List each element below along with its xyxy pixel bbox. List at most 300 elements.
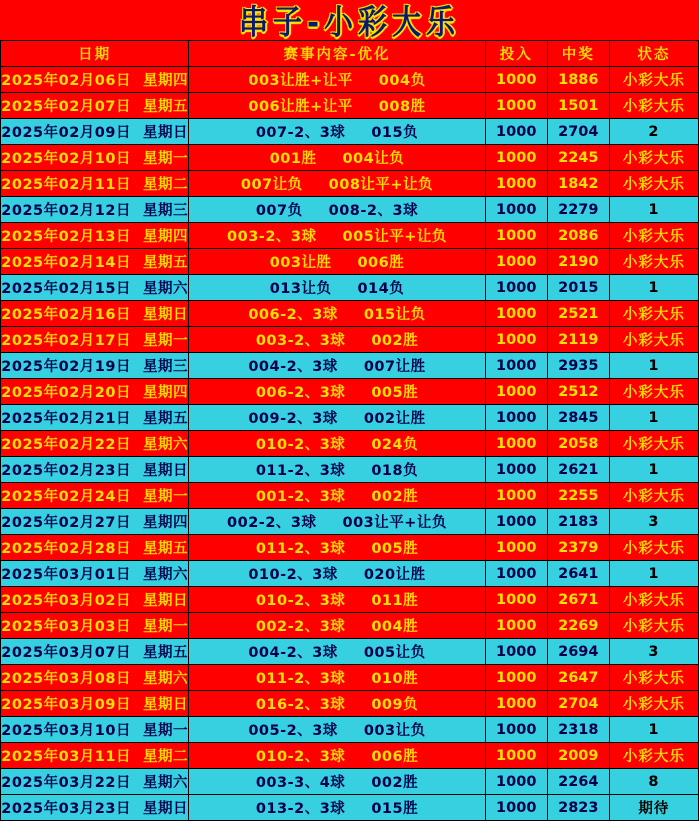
date-value: 2025年02月17日 — [1, 333, 131, 349]
weekday-value: 星期六 — [142, 775, 188, 791]
table-header — [1, 41, 699, 67]
cell-win: 2694 — [547, 639, 609, 665]
cell-state: 小彩大乐 — [609, 93, 698, 119]
weekday-value: 星期日 — [142, 801, 188, 817]
cell-date — [1, 145, 189, 171]
table-row[interactable] — [1, 275, 699, 301]
pick-two: 006胜 — [371, 749, 419, 765]
cell-content — [189, 275, 485, 301]
date-value: 2025年03月02日 — [1, 593, 131, 609]
cell-content — [189, 509, 485, 535]
cell-win: 2704 — [547, 119, 609, 145]
pick-two: 015负 — [371, 125, 419, 141]
cell-state: 小彩大乐 — [609, 249, 698, 275]
cell-date — [1, 457, 189, 483]
weekday-value: 星期日 — [142, 697, 188, 713]
pick-two: 008-2、3球 — [328, 203, 419, 219]
pick-one: 002-2、3球 — [227, 515, 317, 531]
pick-one: 007负 — [255, 203, 303, 219]
pick-one: 003让胜+让平 — [248, 73, 353, 89]
cell-content — [189, 691, 485, 717]
weekday-value: 星期二 — [142, 177, 188, 193]
table-row[interactable] — [1, 691, 699, 717]
weekday-value: 星期四 — [142, 515, 188, 531]
table-row[interactable] — [1, 171, 699, 197]
cell-date — [1, 353, 189, 379]
pick-one: 007让负 — [240, 177, 303, 193]
cell-state: 1 — [609, 717, 698, 743]
cell-content — [189, 457, 485, 483]
weekday-value: 星期六 — [142, 281, 188, 297]
date-value: 2025年02月27日 — [1, 515, 131, 531]
cell-stake: 1000 — [485, 691, 547, 717]
cell-win: 2058 — [547, 431, 609, 457]
weekday-value: 星期五 — [142, 645, 188, 661]
cell-win: 2647 — [547, 665, 609, 691]
column-header-state: 状态 — [609, 41, 698, 67]
weekday-value: 星期四 — [142, 229, 188, 245]
weekday-value: 星期三 — [142, 203, 188, 219]
table-row[interactable] — [1, 353, 699, 379]
cell-content — [189, 431, 485, 457]
pick-two: 002胜 — [371, 333, 419, 349]
cell-state: 小彩大乐 — [609, 613, 698, 639]
table-row[interactable] — [1, 119, 699, 145]
table-row[interactable] — [1, 587, 699, 613]
cell-date — [1, 535, 189, 561]
cell-state: 1 — [609, 197, 698, 223]
cell-stake: 1000 — [485, 639, 547, 665]
weekday-value: 星期五 — [142, 255, 188, 271]
pick-one: 010-2、3球 — [255, 437, 346, 453]
date-value: 2025年02月24日 — [1, 489, 131, 505]
cell-state: 3 — [609, 509, 698, 535]
table-row[interactable] — [1, 613, 699, 639]
date-value: 2025年03月03日 — [1, 619, 131, 635]
cell-content — [189, 301, 485, 327]
table-row[interactable] — [1, 769, 699, 795]
cell-win: 2823 — [547, 795, 609, 821]
pick-two: 007让胜 — [363, 359, 426, 375]
cell-win: 2512 — [547, 379, 609, 405]
cell-stake: 1000 — [485, 275, 547, 301]
cell-content — [189, 353, 485, 379]
banner-title: 串子-小彩大乐 — [238, 2, 461, 42]
date-value: 2025年03月08日 — [1, 671, 131, 687]
cell-date — [1, 561, 189, 587]
pick-one: 007-2、3球 — [255, 125, 346, 141]
table-row[interactable] — [1, 457, 699, 483]
pick-two: 008胜 — [378, 99, 426, 115]
date-value: 2025年02月23日 — [1, 463, 131, 479]
pick-two: 002胜 — [371, 489, 419, 505]
cell-state: 小彩大乐 — [609, 665, 698, 691]
pick-two: 004负 — [378, 73, 426, 89]
pick-one: 005-2、3球 — [248, 723, 338, 739]
cell-stake: 1000 — [485, 145, 547, 171]
pick-one: 011-2、3球 — [255, 541, 346, 557]
cell-stake: 1000 — [485, 197, 547, 223]
weekday-value: 星期六 — [142, 437, 188, 453]
cell-win: 2318 — [547, 717, 609, 743]
pick-two: 003让负 — [363, 723, 426, 739]
table-row[interactable] — [1, 795, 699, 821]
cell-stake: 1000 — [485, 587, 547, 613]
cell-stake: 1000 — [485, 67, 547, 93]
cell-content — [189, 587, 485, 613]
cell-content — [189, 67, 485, 93]
date-value: 2025年02月13日 — [1, 229, 131, 245]
cell-state: 小彩大乐 — [609, 691, 698, 717]
cell-stake: 1000 — [485, 665, 547, 691]
cell-date — [1, 769, 189, 795]
pick-one: 003-2、3球 — [227, 229, 317, 245]
cell-state: 期待 — [609, 795, 698, 821]
cell-date — [1, 405, 189, 431]
table-row[interactable] — [1, 561, 699, 587]
pick-two: 006胜 — [357, 255, 405, 271]
cell-stake: 1000 — [485, 717, 547, 743]
cell-win: 2119 — [547, 327, 609, 353]
cell-stake: 1000 — [485, 431, 547, 457]
cell-date — [1, 67, 189, 93]
cell-content — [189, 119, 485, 145]
table-row[interactable] — [1, 145, 699, 171]
cell-state: 1 — [609, 561, 698, 587]
cell-date — [1, 613, 189, 639]
pick-two: 005胜 — [371, 541, 419, 557]
date-value: 2025年02月09日 — [1, 125, 131, 141]
cell-stake: 1000 — [485, 171, 547, 197]
pick-two: 018负 — [371, 463, 419, 479]
date-value: 2025年02月15日 — [1, 281, 131, 297]
cell-stake: 1000 — [485, 743, 547, 769]
cell-stake: 1000 — [485, 457, 547, 483]
cell-state: 1 — [609, 457, 698, 483]
cell-state: 2 — [609, 119, 698, 145]
date-value: 2025年02月14日 — [1, 255, 131, 271]
date-value: 2025年02月21日 — [1, 411, 131, 427]
table-row[interactable] — [1, 743, 699, 769]
cell-date — [1, 665, 189, 691]
date-value: 2025年02月06日 — [1, 73, 131, 89]
cell-date — [1, 587, 189, 613]
cell-state: 小彩大乐 — [609, 327, 698, 353]
cell-date — [1, 197, 189, 223]
cell-content — [189, 613, 485, 639]
table-row[interactable] — [1, 379, 699, 405]
pick-two: 002让胜 — [363, 411, 426, 427]
cell-stake: 1000 — [485, 535, 547, 561]
date-value: 2025年02月12日 — [1, 203, 131, 219]
cell-state: 小彩大乐 — [609, 587, 698, 613]
date-value: 2025年03月09日 — [1, 697, 131, 713]
cell-content — [189, 93, 485, 119]
pick-two: 010胜 — [371, 671, 419, 687]
cell-stake: 1000 — [485, 93, 547, 119]
cell-win: 2086 — [547, 223, 609, 249]
weekday-value: 星期五 — [142, 541, 188, 557]
date-value: 2025年02月22日 — [1, 437, 131, 453]
cell-win: 2641 — [547, 561, 609, 587]
weekday-value: 星期三 — [142, 359, 188, 375]
cell-win: 2521 — [547, 301, 609, 327]
cell-stake: 1000 — [485, 353, 547, 379]
weekday-value: 星期五 — [142, 99, 188, 115]
cell-state: 小彩大乐 — [609, 483, 698, 509]
date-value: 2025年03月22日 — [1, 775, 131, 791]
cell-content — [189, 197, 485, 223]
pick-one: 010-2、3球 — [248, 567, 338, 583]
cell-date — [1, 275, 189, 301]
pick-one: 006让胜+让平 — [248, 99, 353, 115]
pick-one: 006-2、3球 — [248, 307, 338, 323]
cell-date — [1, 509, 189, 535]
cell-content — [189, 535, 485, 561]
cell-stake: 1000 — [485, 769, 547, 795]
date-value: 2025年02月19日 — [1, 359, 131, 375]
cell-date — [1, 249, 189, 275]
table-row[interactable] — [1, 639, 699, 665]
cell-state: 3 — [609, 639, 698, 665]
cell-date — [1, 795, 189, 821]
cell-content — [189, 171, 485, 197]
pick-one: 004-2、3球 — [248, 359, 338, 375]
date-value: 2025年03月11日 — [1, 749, 131, 765]
cell-date — [1, 301, 189, 327]
cell-win: 2671 — [547, 587, 609, 613]
cell-date — [1, 431, 189, 457]
weekday-value: 星期四 — [142, 73, 188, 89]
cell-date — [1, 223, 189, 249]
weekday-value: 星期日 — [142, 125, 188, 141]
pick-one: 013让负 — [269, 281, 332, 297]
date-value: 2025年03月07日 — [1, 645, 131, 661]
date-value: 2025年02月07日 — [1, 99, 131, 115]
cell-win: 2279 — [547, 197, 609, 223]
cell-date — [1, 639, 189, 665]
cell-date — [1, 483, 189, 509]
cell-content — [189, 405, 485, 431]
cell-win: 2269 — [547, 613, 609, 639]
pick-one: 009-2、3球 — [248, 411, 338, 427]
cell-content — [189, 795, 485, 821]
pick-one: 001-2、3球 — [255, 489, 346, 505]
cell-stake: 1000 — [485, 483, 547, 509]
cell-state: 1 — [609, 275, 698, 301]
cell-win: 2255 — [547, 483, 609, 509]
date-value: 2025年02月16日 — [1, 307, 131, 323]
pick-two: 020让胜 — [363, 567, 426, 583]
weekday-value: 星期日 — [142, 463, 188, 479]
table-row[interactable] — [1, 483, 699, 509]
cell-stake: 1000 — [485, 613, 547, 639]
table-row[interactable] — [1, 93, 699, 119]
weekday-value: 星期六 — [142, 567, 188, 583]
pick-two: 015让负 — [363, 307, 426, 323]
pick-one: 002-2、3球 — [255, 619, 346, 635]
cell-state: 小彩大乐 — [609, 743, 698, 769]
table-row[interactable] — [1, 535, 699, 561]
pick-two: 024负 — [371, 437, 419, 453]
cell-state: 小彩大乐 — [609, 67, 698, 93]
weekday-value: 星期二 — [142, 749, 188, 765]
date-value: 2025年02月28日 — [1, 541, 131, 557]
date-value: 2025年02月20日 — [1, 385, 131, 401]
cell-state: 小彩大乐 — [609, 145, 698, 171]
pick-one: 016-2、3球 — [255, 697, 346, 713]
pick-one: 011-2、3球 — [255, 671, 346, 687]
pick-two: 005让负 — [363, 645, 426, 661]
cell-win: 2183 — [547, 509, 609, 535]
weekday-value: 星期一 — [142, 489, 188, 505]
table-row[interactable] — [1, 197, 699, 223]
date-value: 2025年02月11日 — [1, 177, 131, 193]
pick-two: 004让负 — [342, 151, 405, 167]
pick-one: 001胜 — [269, 151, 317, 167]
pick-two: 011胜 — [371, 593, 419, 609]
weekday-value: 星期一 — [142, 151, 188, 167]
weekday-value: 星期六 — [142, 671, 188, 687]
cell-win: 2935 — [547, 353, 609, 379]
cell-date — [1, 379, 189, 405]
pick-two: 005胜 — [371, 385, 419, 401]
column-header-win: 中奖 — [547, 41, 609, 67]
cell-content — [189, 483, 485, 509]
pick-one: 004-2、3球 — [248, 645, 338, 661]
cell-win: 1842 — [547, 171, 609, 197]
table-row[interactable] — [1, 717, 699, 743]
cell-content — [189, 561, 485, 587]
cell-content — [189, 743, 485, 769]
date-value: 2025年02月10日 — [1, 151, 131, 167]
pick-two: 009负 — [371, 697, 419, 713]
cell-stake: 1000 — [485, 327, 547, 353]
cell-win: 2621 — [547, 457, 609, 483]
cell-content — [189, 769, 485, 795]
weekday-value: 星期日 — [142, 593, 188, 609]
table-row[interactable] — [1, 509, 699, 535]
cell-stake: 1000 — [485, 119, 547, 145]
table-row[interactable] — [1, 665, 699, 691]
cell-win: 1501 — [547, 93, 609, 119]
cell-content — [189, 327, 485, 353]
pick-two: 004胜 — [371, 619, 419, 635]
cell-date — [1, 691, 189, 717]
cell-stake: 1000 — [485, 249, 547, 275]
pick-two: 015胜 — [371, 801, 419, 817]
cell-stake: 1000 — [485, 379, 547, 405]
banner — [0, 0, 699, 40]
weekday-value: 星期一 — [142, 333, 188, 349]
table-header-row — [1, 41, 699, 67]
cell-content — [189, 717, 485, 743]
date-value: 2025年03月01日 — [1, 567, 131, 583]
cell-state: 8 — [609, 769, 698, 795]
cell-state: 小彩大乐 — [609, 535, 698, 561]
cell-date — [1, 717, 189, 743]
cell-content — [189, 665, 485, 691]
lottery-table — [0, 40, 699, 821]
pick-two: 014负 — [357, 281, 405, 297]
cell-stake: 1000 — [485, 795, 547, 821]
cell-win: 2015 — [547, 275, 609, 301]
pick-one: 003-3、4球 — [255, 775, 346, 791]
pick-one: 013-2、3球 — [255, 801, 346, 817]
pick-one: 003让胜 — [269, 255, 332, 271]
cell-content — [189, 639, 485, 665]
cell-date — [1, 93, 189, 119]
weekday-value: 星期五 — [142, 411, 188, 427]
cell-date — [1, 119, 189, 145]
pick-one: 010-2、3球 — [255, 749, 346, 765]
column-header-stake: 投入 — [485, 41, 547, 67]
cell-state: 1 — [609, 405, 698, 431]
cell-win: 2009 — [547, 743, 609, 769]
pick-one: 011-2、3球 — [255, 463, 346, 479]
column-header-content: 赛事内容-优化 — [189, 41, 485, 67]
cell-state: 1 — [609, 353, 698, 379]
cell-stake: 1000 — [485, 509, 547, 535]
date-value: 2025年03月10日 — [1, 723, 131, 739]
cell-win: 2264 — [547, 769, 609, 795]
cell-date — [1, 171, 189, 197]
cell-win: 2704 — [547, 691, 609, 717]
pick-two: 005让平+让负 — [342, 229, 447, 245]
cell-state: 小彩大乐 — [609, 379, 698, 405]
cell-win: 1886 — [547, 67, 609, 93]
cell-stake: 1000 — [485, 405, 547, 431]
cell-state: 小彩大乐 — [609, 301, 698, 327]
cell-state: 小彩大乐 — [609, 171, 698, 197]
table-row[interactable] — [1, 431, 699, 457]
cell-stake: 1000 — [485, 301, 547, 327]
pick-one: 010-2、3球 — [255, 593, 346, 609]
cell-state: 小彩大乐 — [609, 431, 698, 457]
date-value: 2025年03月23日 — [1, 801, 131, 817]
cell-stake: 1000 — [485, 561, 547, 587]
table-row[interactable] — [1, 67, 699, 93]
table-body — [1, 67, 699, 821]
weekday-value: 星期一 — [142, 723, 188, 739]
table-row[interactable] — [1, 327, 699, 353]
cell-state: 小彩大乐 — [609, 223, 698, 249]
pick-two: 002胜 — [371, 775, 419, 791]
pick-one: 003-2、3球 — [255, 333, 346, 349]
cell-date — [1, 743, 189, 769]
column-header-date: 日期 — [1, 41, 189, 67]
table-row[interactable] — [1, 405, 699, 431]
table-row[interactable] — [1, 223, 699, 249]
cell-content — [189, 379, 485, 405]
table-row[interactable] — [1, 301, 699, 327]
cell-content — [189, 145, 485, 171]
pick-one: 006-2、3球 — [255, 385, 346, 401]
cell-date — [1, 327, 189, 353]
cell-win: 2845 — [547, 405, 609, 431]
weekday-value: 星期一 — [142, 619, 188, 635]
cell-win: 2190 — [547, 249, 609, 275]
cell-stake: 1000 — [485, 223, 547, 249]
pick-two: 008让平+让负 — [328, 177, 434, 193]
cell-win: 2379 — [547, 535, 609, 561]
cell-win: 2245 — [547, 145, 609, 171]
cell-content — [189, 223, 485, 249]
weekday-value: 星期日 — [142, 307, 188, 323]
weekday-value: 星期四 — [142, 385, 188, 401]
pick-two: 003让平+让负 — [342, 515, 447, 531]
table-row[interactable] — [1, 249, 699, 275]
